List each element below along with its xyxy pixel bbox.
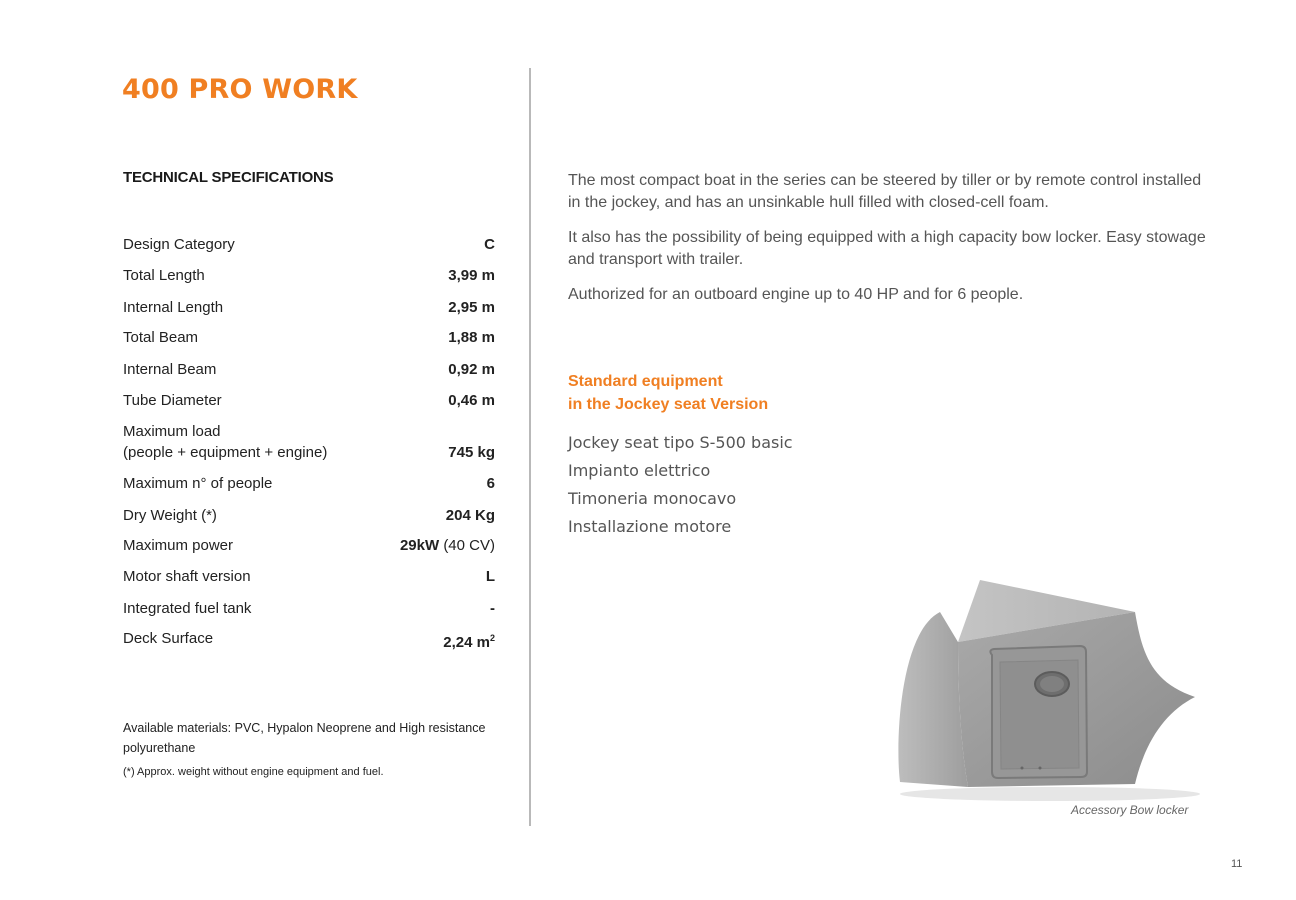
- spec-label-sub: (people + equipment + engine): [123, 444, 328, 461]
- spec-label: Tube Diameter: [123, 392, 222, 409]
- spec-label: Motor shaft version: [123, 568, 251, 585]
- image-caption: Accessory Bow locker: [1071, 803, 1189, 817]
- standard-equipment-heading-line1: Standard equipment: [568, 373, 723, 390]
- spec-value: 0,46 m: [448, 392, 495, 409]
- bow-locker-image: [880, 572, 1210, 802]
- standard-equipment-heading-line2: in the Jockey seat Version: [568, 396, 769, 413]
- spec-label: Total Beam: [123, 329, 199, 346]
- spec-label: Design Category: [123, 236, 235, 253]
- spec-value-main: 2,24 m: [443, 634, 490, 651]
- materials-note: Available materials: PVC, Hypalon Neoprene and High resistance polyurethane: [123, 721, 486, 755]
- description-paragraph-1: The most compact boat in the series can be steered by tiller or by remote control installed in the jockey, and has an unsinkable hull filled with closed-cell foam.: [568, 172, 1202, 211]
- spec-value: C: [484, 236, 495, 253]
- page-title: 400 PRO WORK: [122, 74, 358, 105]
- spec-value-superscript: 2: [489, 633, 495, 643]
- spec-label: Internal Length: [123, 299, 224, 316]
- equipment-item: Jockey seat tipo S-500 basic: [568, 433, 793, 452]
- spec-label: Internal Beam: [123, 361, 217, 378]
- description-paragraph-2: It also has the possibility of being equipped with a high capacity bow locker. Easy stowage and transport with trailer.: [568, 229, 1206, 268]
- spec-label: Maximum n° of people: [123, 475, 273, 492]
- equipment-item: Timoneria monocavo: [568, 489, 737, 508]
- description-paragraph-3: Authorized for an outboard engine up to 40 HP and for 6 people.: [568, 286, 1024, 303]
- spec-value: -: [490, 600, 495, 617]
- equipment-item: Impianto elettrico: [568, 461, 711, 480]
- spec-label: Total Length: [123, 267, 205, 284]
- spec-value-main: 29kW: [399, 537, 440, 554]
- spec-value: [443, 628, 495, 653]
- equipment-item: Installazione motore: [568, 517, 732, 536]
- spec-value: 0,92 m: [448, 361, 495, 378]
- page-number: 11: [1231, 858, 1243, 870]
- spec-value: 3,99 m: [448, 267, 495, 284]
- spec-label: Maximum load: [123, 423, 221, 440]
- spec-label: Maximum power: [123, 537, 234, 554]
- standard-equipment-heading: [568, 370, 768, 416]
- spec-value: 6: [486, 475, 495, 492]
- spec-value: 1,88 m: [448, 329, 495, 346]
- spec-value: 745 kg: [448, 444, 495, 461]
- column-divider: [529, 68, 531, 826]
- spec-value: 2,95 m: [448, 299, 495, 316]
- specs-heading: TECHNICAL SPECIFICATIONS: [123, 169, 334, 186]
- spec-value-extra: (40 CV): [443, 537, 495, 554]
- spec-label: Deck Surface: [123, 630, 214, 647]
- spec-label: Integrated fuel tank: [123, 600, 252, 617]
- spec-label: Dry Weight (*): [123, 507, 217, 524]
- weight-footnote: (*) Approx. weight without engine equipment and fuel.: [123, 766, 384, 778]
- spec-value: 204 Kg: [445, 507, 495, 524]
- spec-value: L: [485, 568, 495, 585]
- spec-value: [400, 535, 495, 556]
